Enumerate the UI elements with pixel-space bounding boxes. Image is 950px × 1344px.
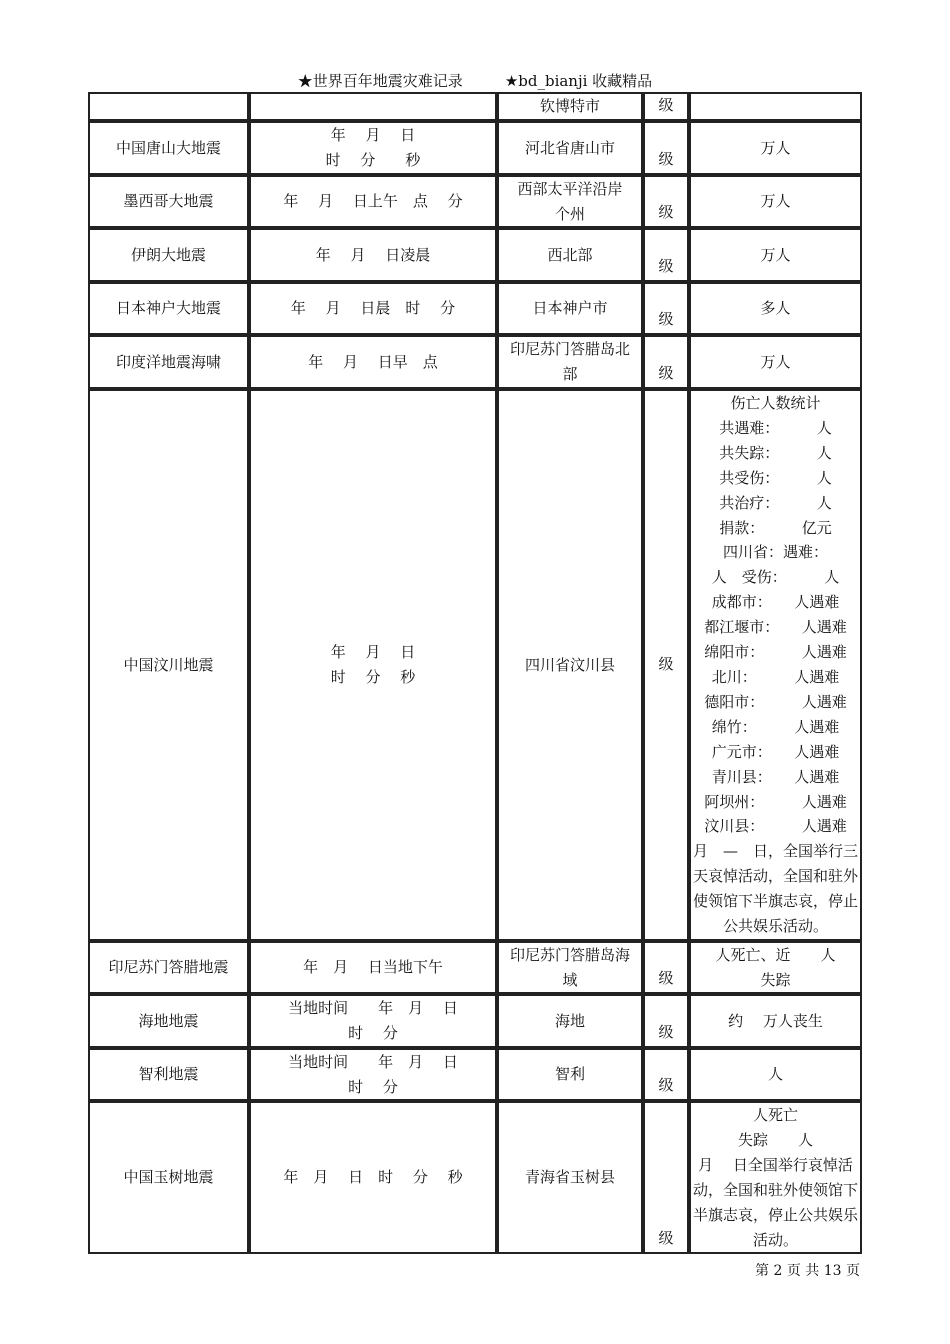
quake-place-cell-line: 西北部 <box>547 245 593 264</box>
quake-time-cell-line: 年 月 日晨 时 分 <box>290 299 456 317</box>
quake-name-cell-text: 中国玉树地震 <box>123 1168 214 1186</box>
quake-toll-cell-line: 德阳市： 人遇难 <box>704 692 847 711</box>
table-row <box>88 994 862 1048</box>
quake-time-cell-line: 年 月 日凌晨 <box>315 245 431 264</box>
quake-toll-cell-line: 共遇难： 人 <box>719 418 832 437</box>
quake-magnitude-cell <box>643 228 689 282</box>
quake-place-cell-line: 域 <box>562 970 578 989</box>
quake-toll-cell-line: 绵竹： 人遇难 <box>711 717 840 736</box>
quake-magnitude-cell <box>643 389 689 941</box>
table-row <box>88 92 862 121</box>
table-row <box>88 228 862 282</box>
quake-magnitude-cell-text: 级 <box>658 310 674 328</box>
quake-toll-cell-line: 人 受伤： 人 <box>711 568 840 587</box>
quake-name-cell-text: 墨西哥大地震 <box>123 192 214 210</box>
quake-toll-cell-line: 伤亡人数统计 <box>730 394 821 412</box>
quake-time-cell <box>249 335 497 389</box>
quake-magnitude-cell-text: 级 <box>658 1229 674 1247</box>
quake-toll-cell-line: 汶川县： 人遇难 <box>704 817 847 836</box>
quake-place-cell <box>497 282 643 335</box>
quake-name-cell-text: 海地地震 <box>138 1011 199 1030</box>
table-row <box>88 121 862 175</box>
quake-time-cell <box>249 1101 497 1254</box>
quake-place-cell <box>497 121 643 175</box>
quake-time-cell-line: 年 月 日上午 点 分 <box>283 192 463 210</box>
table-row <box>88 335 862 389</box>
quake-toll-cell <box>689 389 862 941</box>
quake-toll-cell-line: 人死亡、近 人 <box>715 945 836 964</box>
quake-toll-cell <box>689 282 862 335</box>
quake-magnitude-cell <box>643 175 689 228</box>
quake-toll-cell-line: 万人 <box>760 138 791 157</box>
quake-place-cell <box>497 994 643 1048</box>
quake-toll-cell-line: 共治疗： 人 <box>719 493 832 512</box>
quake-magnitude-cell-text: 级 <box>658 654 674 673</box>
quake-place-cell-line: 日本神户市 <box>532 299 608 317</box>
quake-place-cell-line: 河北省唐山市 <box>524 138 615 157</box>
table-row <box>88 389 862 941</box>
table-row <box>88 175 862 228</box>
quake-time-cell-line: 时 分 <box>348 1024 398 1042</box>
quake-magnitude-cell-text: 级 <box>658 150 674 168</box>
quake-toll-cell <box>689 92 862 121</box>
quake-toll-cell <box>689 228 862 282</box>
quake-toll-cell-note: 月 — 日，全国举行三天哀悼活动，全国和驻外使领馆下半旗志哀，停止公共娱乐活动。 <box>692 842 858 936</box>
quake-place-cell-line: 四川省汶川县 <box>524 655 615 674</box>
quake-magnitude-cell <box>643 941 689 994</box>
quake-place-cell-line: 印尼苏门答腊岛北 <box>509 340 630 358</box>
quake-time-cell <box>249 121 497 175</box>
table-row <box>88 282 862 335</box>
quake-time-cell-line: 时 分 <box>348 1077 398 1096</box>
quake-toll-cell <box>689 1048 862 1101</box>
quake-toll-cell-line: 万人 <box>760 245 791 264</box>
quake-name-cell-text: 伊朗大地震 <box>130 245 206 264</box>
quake-toll-cell <box>689 941 862 994</box>
quake-time-cell-line: 年 月 日 <box>330 643 416 661</box>
quake-magnitude-cell-text: 级 <box>658 257 674 275</box>
quake-magnitude-cell <box>643 92 689 121</box>
quake-time-cell <box>249 282 497 335</box>
quake-toll-cell-line: 约 万人丧生 <box>728 1011 823 1030</box>
header-title: ★世界百年地震灾难记录 <box>297 72 463 90</box>
quake-toll-cell <box>689 121 862 175</box>
quake-place-cell <box>497 941 643 994</box>
quake-magnitude-cell <box>643 282 689 335</box>
quake-toll-cell-line: 青川县： 人遇难 <box>711 767 840 786</box>
quake-name-cell <box>88 994 249 1048</box>
quake-name-cell <box>88 92 249 121</box>
quake-time-cell-line: 时 分 秒 <box>330 668 416 686</box>
quake-place-cell <box>497 92 643 121</box>
quake-place-cell <box>497 1048 643 1101</box>
header-source: ★bd_bianji 收藏精品 <box>504 72 653 90</box>
quake-magnitude-cell-text: 级 <box>658 364 674 382</box>
quake-time-cell <box>249 175 497 228</box>
page-footer: 第 2 页 共 13 页 <box>755 1263 860 1279</box>
quake-toll-cell-line: 万人 <box>760 352 791 371</box>
quake-place-cell <box>497 228 643 282</box>
quake-toll-cell-line: 广元市： 人遇难 <box>711 742 840 761</box>
quake-toll-cell-line: 绵阳市： 人遇难 <box>704 643 847 662</box>
quake-name-cell-text: 日本神户大地震 <box>115 299 221 317</box>
quake-magnitude-cell-text: 级 <box>658 1076 674 1094</box>
quake-name-cell <box>88 335 249 389</box>
quake-time-cell <box>249 92 497 121</box>
quake-time-cell-line: 年 月 日早 点 <box>308 352 438 371</box>
quake-toll-cell-line: 万人 <box>760 192 791 210</box>
quake-magnitude-cell-text: 级 <box>658 203 674 221</box>
quake-time-cell-line: 年 月 日 时 分 秒 <box>283 1168 463 1186</box>
page-header <box>0 70 950 91</box>
quake-toll-cell-line: 捐款： 亿元 <box>719 518 832 537</box>
quake-magnitude-cell <box>643 994 689 1048</box>
quake-time-cell <box>249 228 497 282</box>
table-row <box>88 1101 862 1254</box>
quake-name-cell <box>88 175 249 228</box>
quake-time-cell-line: 年 月 日 <box>330 126 416 144</box>
quake-time-cell-line: 当地时间 年 月 日 <box>288 999 458 1017</box>
quake-place-cell-line: 西部太平洋沿岸 <box>517 179 623 198</box>
quake-toll-cell-line: 失踪 人 <box>737 1130 813 1149</box>
quake-place-cell-line: 智利 <box>554 1065 585 1083</box>
quake-time-cell <box>249 1048 497 1101</box>
quake-magnitude-cell-text: 级 <box>658 969 674 987</box>
quake-toll-cell-line: 北川： 人遇难 <box>711 667 840 686</box>
quake-toll-cell-line: 多人 <box>760 299 791 317</box>
quake-name-cell-text: 中国汶川地震 <box>123 655 214 674</box>
quake-place-cell-line: 海地 <box>554 1011 585 1030</box>
quake-name-cell <box>88 228 249 282</box>
quake-toll-cell-line: 失踪 <box>760 970 791 989</box>
quake-name-cell-text: 中国唐山大地震 <box>115 138 221 157</box>
quake-toll-cell-line: 阿坝州： 人遇难 <box>704 792 847 811</box>
quake-place-cell-line: 部 <box>562 365 578 383</box>
quake-toll-cell-note: 月 日全国举行哀悼活动，全国和驻外使领馆下半旗志哀，停止公共娱乐活动。 <box>692 1155 858 1249</box>
quake-magnitude-cell <box>643 121 689 175</box>
quake-magnitude-cell <box>643 1048 689 1101</box>
quake-name-cell <box>88 1101 249 1254</box>
quake-toll-cell <box>689 1101 862 1254</box>
quake-time-cell <box>249 389 497 941</box>
quake-toll-cell-line: 人死亡 <box>752 1106 798 1124</box>
quake-magnitude-cell <box>643 1101 689 1254</box>
quake-toll-cell-line: 都江堰市： 人遇难 <box>704 618 847 637</box>
quake-place-cell-line: 青海省玉树县 <box>524 1168 615 1186</box>
quake-time-cell <box>249 994 497 1048</box>
quake-magnitude-cell-text: 级 <box>658 1023 674 1041</box>
quake-toll-cell-line: 四川省：遇难： <box>722 543 828 562</box>
quake-name-cell <box>88 389 249 941</box>
quake-place-cell <box>497 389 643 941</box>
quake-place-cell-line: 钦博特市 <box>539 97 600 115</box>
quake-place-cell <box>497 175 643 228</box>
quake-toll-cell-line: 共失踪： 人 <box>719 443 832 462</box>
quake-name-cell <box>88 282 249 335</box>
quake-name-cell-text: 智利地震 <box>138 1065 199 1083</box>
quake-toll-cell-line: 成都市： 人遇难 <box>711 593 840 612</box>
quake-name-cell <box>88 1048 249 1101</box>
quake-magnitude-cell-text: 级 <box>658 96 674 114</box>
quake-toll-cell <box>689 994 862 1048</box>
quake-name-cell-text: 印尼苏门答腊地震 <box>108 958 229 976</box>
quake-time-cell-line: 时 分 秒 <box>325 151 421 169</box>
table-row <box>88 1048 862 1101</box>
quake-time-cell-line: 年 月 日当地下午 <box>303 958 443 976</box>
quake-toll-cell <box>689 335 862 389</box>
table-row <box>88 941 862 994</box>
quake-time-cell-line: 当地时间 年 月 日 <box>288 1052 458 1071</box>
quake-toll-cell <box>689 175 862 228</box>
earthquake-table <box>88 92 862 1254</box>
quake-name-cell <box>88 941 249 994</box>
quake-magnitude-cell <box>643 335 689 389</box>
quake-toll-cell-line: 人 <box>767 1065 783 1083</box>
quake-place-cell-line: 个州 <box>554 204 585 223</box>
quake-time-cell <box>249 941 497 994</box>
quake-place-cell <box>497 335 643 389</box>
quake-toll-cell-line: 共受伤： 人 <box>719 468 832 487</box>
quake-name-cell <box>88 121 249 175</box>
quake-name-cell-text: 印度洋地震海啸 <box>115 352 221 371</box>
quake-place-cell <box>497 1101 643 1254</box>
quake-place-cell-line: 印尼苏门答腊岛海 <box>509 945 630 964</box>
